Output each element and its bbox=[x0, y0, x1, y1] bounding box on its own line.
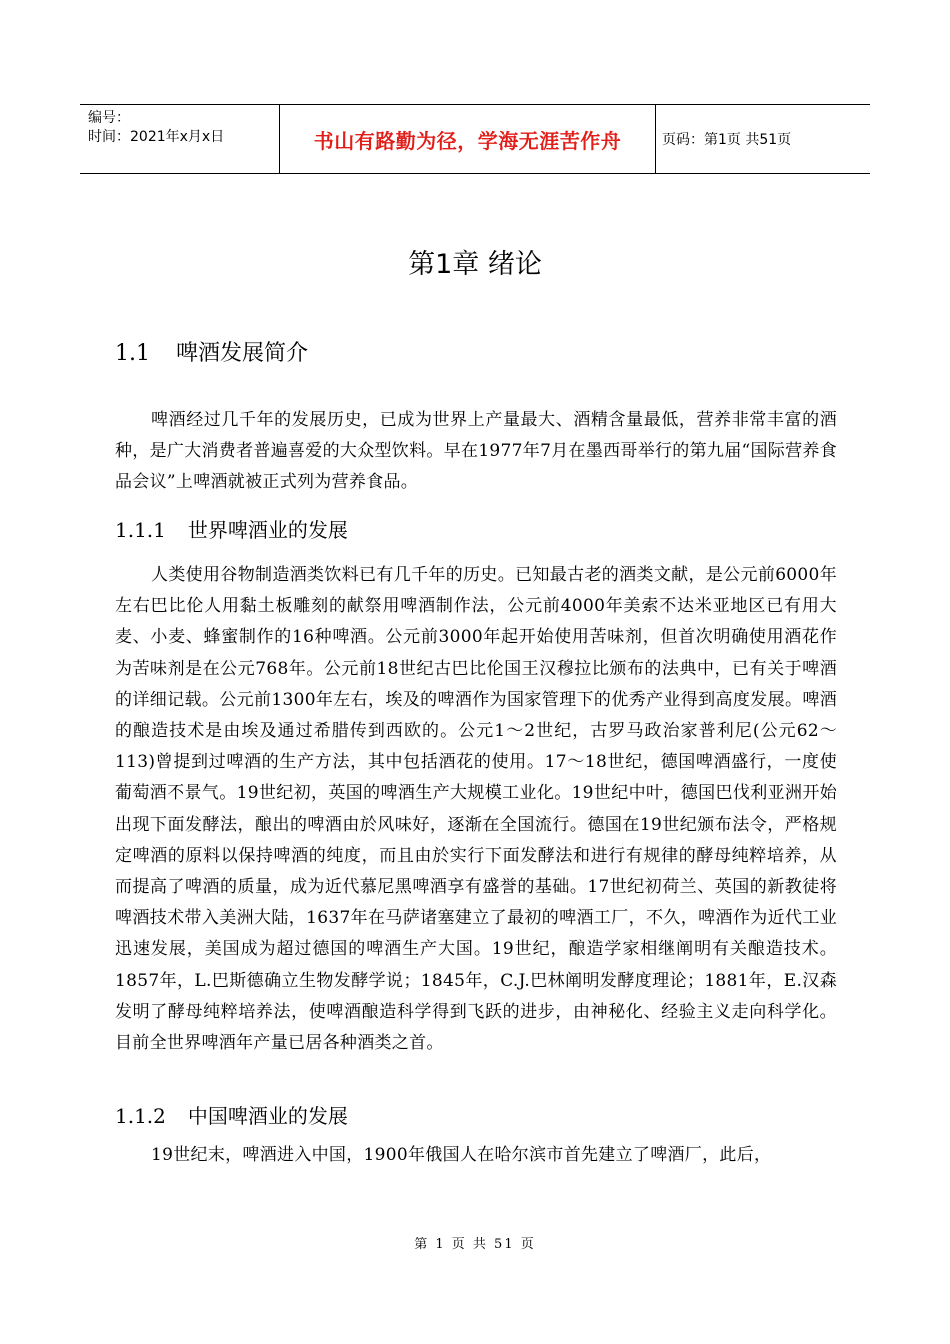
section-heading-1-1-1 bbox=[115, 514, 348, 543]
chapter-title: 第1章 绪论 bbox=[408, 249, 542, 280]
section-heading-1-1-2 bbox=[115, 1100, 348, 1129]
section-title: 中国啤酒业的发展 bbox=[187, 1104, 348, 1128]
header-number-label: 编号： bbox=[88, 110, 130, 126]
header-date-label: 时间：2021年x月x日 bbox=[88, 129, 225, 145]
header-page-info: 页码：第1页 共51页 bbox=[662, 132, 792, 148]
section-number: 1.1 bbox=[115, 341, 150, 366]
china-paragraph: 19世纪末，啤酒进入中国，1900年俄国人在哈尔滨市首先建立了啤酒厂，此后， bbox=[151, 1145, 772, 1165]
header-table bbox=[80, 104, 870, 174]
section-number: 1.1.1 bbox=[115, 518, 166, 542]
section-title: 啤酒发展简介 bbox=[176, 341, 309, 366]
header-motto: 书山有路勤为径，学海无涯苦作舟 bbox=[313, 128, 622, 153]
world-paragraph: 人类使用谷物制造酒类饮料已有几千年的历史。已知最古老的酒类文献，是公元前6000年左右巴比伦人用黏土板雕刻的献祭用啤酒制作法，公元前4000年美索不达米亚地区已有用大麦、小麦、蜂蜜制作的16种啤酒。公元前3000年起开始使用苦味剂，但首次明确使用酒花作为苦味剂是在公元768年。公元前18世纪古巴比伦国王汉穆拉比颁布的法典中，已有关于啤酒的详细记载。公元前1300年左右，埃及的啤酒作为国家管理下的优秀产业得到高度发展。啤酒的酿造技术是由埃及通过希腊传到西欧的。公元1～2世纪，古罗马政治家普利尼(公元62～113)曾提到过啤酒的生产方法，其中包括酒花的使用。17～18世纪，德国啤酒盛行，一度使葡萄酒不景气。19世纪初，英国的啤酒生产大规模工业化。19世纪中叶，德国巴伐利亚洲开始出现下面发酵法，酿出的啤酒由於风味好，逐渐在全国流行。德国在19世纪颁布法令，严格规定啤酒的原料以保持啤酒的纯度，而且由於实行下面发酵法和进行有规律的酵母纯粹培养，从而提高了啤酒的质量，成为近代慕尼黑啤酒享有盛誉的基础。17世纪初荷兰、英国的新教徒将啤酒技术带入美洲大陆，1637年在马萨诸塞建立了最初的啤酒工厂，不久，啤酒作为近代工业迅速发展，美国成为超过德国的啤酒生产大国。19世纪，酿造学家相继阐明有关酿造技术。1857年，L.巴斯德确立生物发酵学说；1845年，C.J.巴林阐明发酵度理论；1881年，E.汉森发明了酵母纯粹培养法，使啤酒酿造科学得到飞跃的进步，由神秘化、经验主义走向科学化。目前全世界啤酒年产量已居各种酒类之首。 bbox=[115, 565, 837, 1054]
section-number: 1.1.2 bbox=[115, 1104, 166, 1128]
section-heading-1-1 bbox=[115, 336, 308, 367]
intro-paragraph: 啤酒经过几千年的发展历史，已成为世界上产量最大、酒精含量最低，营养非常丰富的酒种，是广大消费者普遍喜爱的大众型饮料。早在1977年7月在墨西哥举行的第九届“国际营养食品会议”上啤酒就被正式列为营养食品。 bbox=[115, 410, 837, 493]
section-title: 世界啤酒业的发展 bbox=[187, 518, 348, 542]
header-meta-cell bbox=[80, 105, 280, 173]
header-page-cell bbox=[656, 105, 870, 173]
header-motto-cell bbox=[280, 105, 656, 173]
page-footer: 第 1 页 共 51 页 bbox=[414, 1237, 536, 1252]
